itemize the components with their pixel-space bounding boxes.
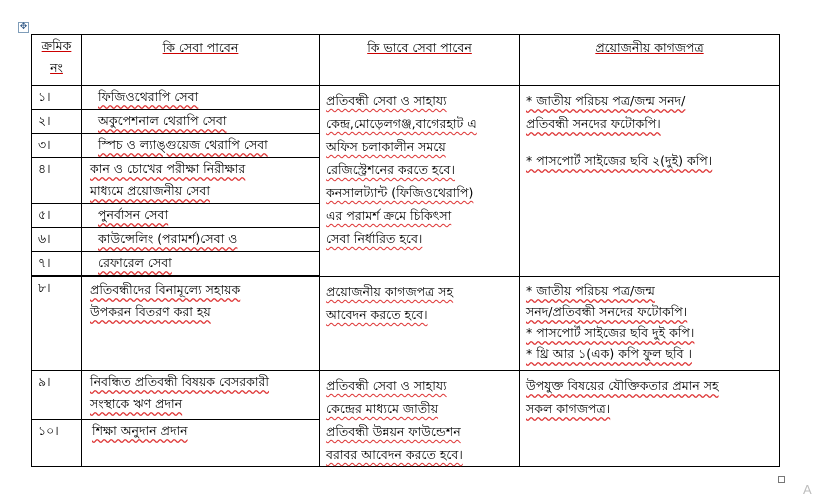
service-cell: ফিজিওথেরাপি সেবা bbox=[82, 86, 320, 110]
serial-cell: ৭। bbox=[32, 252, 82, 276]
service-cell: অকুপেশনাল থেরাপি সেবা bbox=[82, 110, 320, 134]
header-documents: প্রয়োজনীয় কাগজপত্র bbox=[520, 35, 780, 86]
service-cell: প্রতিবন্ধীদের বিনামূল্যে সহায়ক উপকরন বিতরণ করা হয় bbox=[82, 277, 320, 371]
serial-cell: ৫। bbox=[32, 204, 82, 228]
header-row bbox=[32, 35, 780, 86]
documents-cell: উপযুক্ত বিষয়ের যৌক্তিকতার প্রমান সহ সকল কাগজপত্র। bbox=[520, 371, 780, 467]
services-table bbox=[31, 34, 780, 467]
serial-cell: ২। bbox=[32, 110, 82, 134]
service-cell: কান ও চোখের পরীক্ষা নিরীক্ষার মাধ্যমে প্রয়োজনীয় সেবা bbox=[82, 158, 320, 204]
header-serial: ক্রমিক নং bbox=[32, 35, 82, 86]
documents-cell: * জাতীয় পরিচয় পত্র/জন্ম সনদ/প্রতিবন্ধী সনদের ফটোকপি। * পাসপোর্ট সাইজের ছবি দুই কপি। * থ্রি আর ১(এক) কপি ফুল ছবি । bbox=[520, 277, 780, 371]
service-cell: স্পিচ ও ল্যাঙ্গুয়েজ থেরাপি সেবা bbox=[82, 134, 320, 158]
how-cell: প্রয়োজনীয় কাগজপত্র সহ আবেদন করতে হবে। bbox=[320, 277, 520, 371]
serial-cell: ৮। bbox=[32, 277, 82, 371]
table-row bbox=[32, 86, 780, 110]
service-cell: নিবন্ধিত প্রতিবন্ধী বিষয়ক বেসরকারী সংস্থাকে ঋণ প্রদান bbox=[82, 371, 320, 420]
header-service: কি সেবা পাবেন bbox=[82, 35, 320, 86]
corner-letter: A bbox=[803, 482, 812, 497]
how-cell: প্রতিবন্ধী সেবা ও সাহায্য কেন্দ্রের মাধ্যমে জাতীয় প্রতিবন্ধী উন্নয়ন ফাউন্ডেশন বরাবর আবেদন করতে হবে। bbox=[320, 371, 520, 467]
service-cell: কাউন্সেলিং (পরামর্শ)সেবা ও bbox=[82, 228, 320, 252]
serial-cell: ১। bbox=[32, 86, 82, 110]
service-cell: শিক্ষা অনুদান প্রদান bbox=[82, 420, 320, 467]
service-cell: রেফারেল সেবা bbox=[82, 252, 320, 276]
table-resize-handle[interactable] bbox=[778, 476, 785, 483]
serial-cell: ৪। bbox=[32, 158, 82, 204]
documents-cell: * জাতীয় পরিচয় পত্র/জন্ম সনদ/ প্রতিবন্ধী সনদের ফটোকপি। * পাসপোর্ট সাইজের ছবি ২(দুই) কপি। bbox=[520, 86, 780, 277]
table-move-handle-icon[interactable]: ✥ bbox=[19, 22, 28, 32]
serial-cell: ১০। bbox=[32, 420, 82, 467]
header-how: কি ভাবে সেবা পাবেন bbox=[320, 35, 520, 86]
serial-cell: ৯। bbox=[32, 371, 82, 420]
table-row bbox=[32, 371, 780, 420]
service-cell: পুনর্বাসন সেবা bbox=[82, 204, 320, 228]
serial-cell: ৬। bbox=[32, 228, 82, 252]
table-row bbox=[32, 277, 780, 371]
how-cell: প্রতিবন্ধী সেবা ও সাহায্য কেন্দ্র,মোড়েলগঞ্জ,বাগেরহাট এ অফিস চলাকালীন সময়ে রেজিস্ট্রেশনের করতে হবে। কনসালট্যান্ট (ফিজিওথেরাপি) এর পরামর্শ ক্রমে চিকিৎসা সেবা নির্ধারিত হবে। bbox=[320, 86, 520, 277]
serial-cell: ৩। bbox=[32, 134, 82, 158]
